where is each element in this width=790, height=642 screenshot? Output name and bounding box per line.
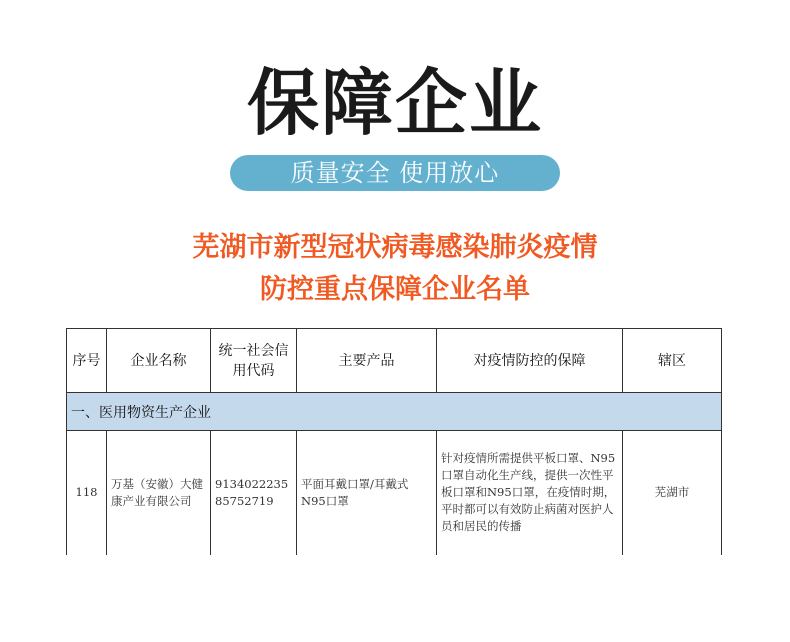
cell-number: 118 — [67, 431, 107, 555]
cell-guarantee: 针对疫情所需提供平板口罩、N95口罩自动化生产线，提供一次性平板口罩和N95口罩，在疫情时期，平时都可以有效防止病菌对医护人员和居民的传播 — [437, 431, 623, 555]
page-title: 保障企业 — [246, 61, 543, 145]
cell-company: 万基（安徽）大健康产业有限公司 — [107, 431, 211, 555]
enterprise-table — [66, 328, 722, 555]
column-header-district: 辖区 — [623, 329, 722, 393]
column-header-credit-code: 统一社会信用代码 — [211, 329, 297, 393]
table-header-row — [67, 329, 722, 393]
section-row — [67, 393, 722, 431]
cell-credit-code: 913402223585752719 — [211, 431, 297, 555]
cell-district: 芜湖市 — [623, 431, 722, 555]
column-header-guarantee: 对疫情防控的保障 — [437, 329, 623, 393]
column-header-number: 序号 — [67, 329, 107, 393]
section-label: 一、医用物资生产企业 — [67, 393, 722, 431]
column-header-company: 企业名称 — [107, 329, 211, 393]
slogan-badge: 质量安全 使用放心 — [230, 155, 560, 191]
subtitle-line-2: 防控重点保障企业名单 — [260, 274, 530, 305]
cell-products: 平面耳戴口罩/耳戴式N95口罩 — [297, 431, 437, 555]
subtitle-line-1: 芜湖市新型冠状病毒感染肺炎疫情 — [192, 232, 598, 263]
table-row — [67, 431, 722, 555]
column-header-products: 主要产品 — [297, 329, 437, 393]
